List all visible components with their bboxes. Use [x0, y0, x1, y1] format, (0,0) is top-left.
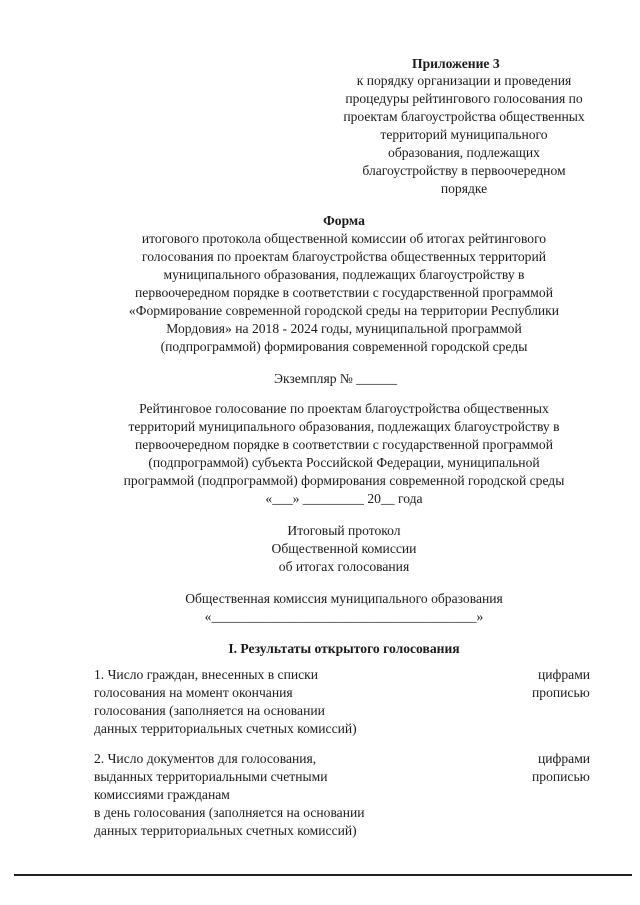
- form-line: «Формирование современной городской среды на территории Республики: [128, 303, 560, 318]
- commission-line: Общественная комиссия муниципального образования: [185, 591, 503, 606]
- digits-label: цифрами: [538, 751, 591, 766]
- form-line: голосования по проектам благоустройства общественных территорий: [141, 249, 547, 264]
- words-label: прописью: [532, 769, 590, 784]
- form-line: первоочередном порядке в соответствии с государственной программой: [135, 285, 553, 300]
- protocol-line: об итогах голосования: [278, 559, 410, 574]
- form-title: Форма: [323, 213, 365, 228]
- appendix-title: Приложение 3: [412, 56, 500, 71]
- item-text-line: 2. Число документов для голосования,: [94, 751, 317, 766]
- form-line: Мордовия» на 2018 - 2024 годы, муниципальной программой: [166, 321, 522, 336]
- voting-line: программой (подпрограммой) формирования современной городской среды: [123, 473, 565, 488]
- voting-date: «___» _________ 20__ года: [265, 491, 423, 506]
- appendix-line: процедуры рейтингового голосования по: [345, 91, 583, 106]
- bottom-rule: [14, 874, 632, 876]
- copy-number: Экземпляр № ______: [274, 371, 398, 386]
- voting-line: Рейтинговое голосование по проектам благоустройства общественных: [139, 401, 549, 416]
- item-text-line: 1. Число граждан, внесенных в списки: [94, 667, 319, 682]
- voting-line: первоочередном порядке в соответствии с государственной программой: [135, 437, 553, 452]
- section-title: I. Результаты открытого голосования: [228, 641, 460, 656]
- form-line: муниципального образования, подлежащих благоустройству в: [163, 267, 525, 282]
- item-text-line: данных территориальных счетных комиссий): [94, 823, 357, 838]
- protocol-line: Общественной комиссии: [271, 541, 417, 556]
- appendix-line: благоустройству в первоочередном: [362, 163, 566, 178]
- protocol-line: Итоговый протокол: [287, 523, 401, 538]
- form-line: итогового протокола общественной комиссии об итогах рейтингового: [141, 231, 547, 246]
- form-line: (подпрограммой) формирования современной городской среды: [160, 339, 528, 354]
- appendix-line: к порядку организации и проведения: [356, 73, 572, 88]
- item-text-line: выданных территориальными счетными: [94, 769, 328, 784]
- item-text-line: в день голосования (заполняется на основании: [94, 805, 365, 820]
- item-text-line: голосования на момент окончания: [94, 685, 293, 700]
- voting-line: (подпрограммой) субъекта Российской Федерации, муниципальной: [148, 455, 540, 470]
- item-text-line: данных территориальных счетных комиссий): [94, 721, 357, 736]
- words-label: прописью: [532, 685, 590, 700]
- item-text-line: голосования (заполняется на основании: [94, 703, 325, 718]
- voting-line: территорий муниципального образования, подлежащих благоустройству в: [128, 419, 560, 434]
- item-text-line: комиссиями гражданам: [94, 787, 230, 802]
- appendix-line: образования, подлежащих: [388, 145, 540, 160]
- commission-name-field: «_______________________________________»: [204, 609, 484, 624]
- appendix-line: территорий муниципального: [380, 127, 548, 142]
- appendix-line: проектам благоустройства общественных: [343, 109, 585, 124]
- appendix-line: порядке: [440, 181, 488, 196]
- digits-label: цифрами: [538, 667, 591, 682]
